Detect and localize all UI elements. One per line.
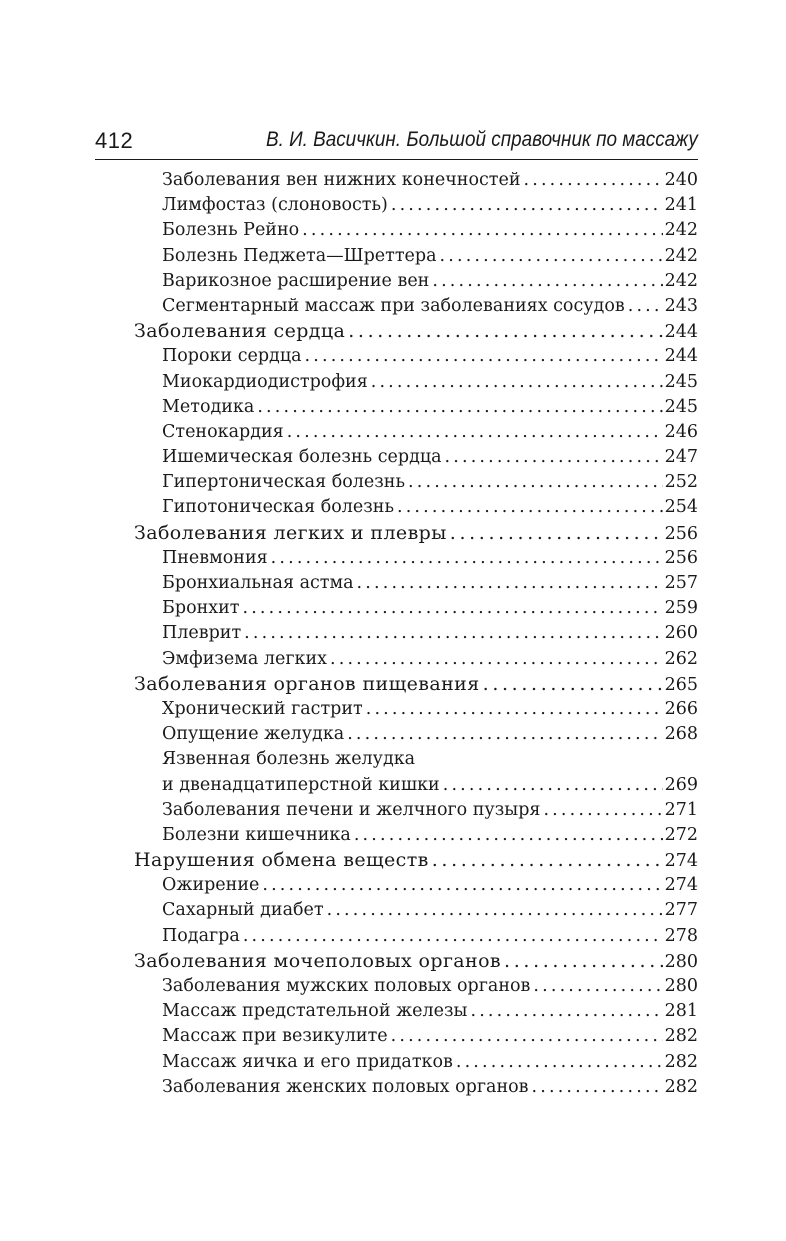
toc-entry-title: Заболевания сердца <box>134 320 346 343</box>
toc-entry-page: 280 <box>664 951 698 972</box>
toc-entry-page: 282 <box>664 1026 698 1047</box>
toc-entry-title: Бронхиальная астма <box>162 573 354 593</box>
toc-entry-title: Пороки сердца <box>162 346 302 367</box>
toc-entry-title: Заболевания легких и плевры <box>134 521 447 544</box>
toc-subsection-entry <box>0 596 698 621</box>
header-rule <box>95 159 698 160</box>
toc-entry-page: 241 <box>664 195 698 216</box>
toc-subsection-entry <box>0 747 698 772</box>
toc-subsection-entry <box>0 370 698 395</box>
toc-subsection-entry <box>0 999 698 1024</box>
toc-leader-dots <box>628 294 663 319</box>
toc-entry-page: 246 <box>664 421 698 442</box>
toc-entry-page: 282 <box>664 1051 698 1072</box>
toc-subsection-entry <box>0 1075 698 1100</box>
toc-entry-title: Пневмония <box>162 547 268 568</box>
toc-entry-page: 257 <box>664 573 698 593</box>
toc-entry-page: 274 <box>664 851 698 872</box>
toc-entry-title: Миокардиодистрофия <box>162 371 368 392</box>
toc-leader-dots <box>327 898 663 923</box>
toc-leader-dots <box>440 244 663 269</box>
toc-subsection-entry <box>0 445 698 470</box>
toc-entry-title: Заболевания женских половых органов <box>162 1076 529 1097</box>
toc-leader-dots <box>366 697 663 722</box>
toc-subsection-entry <box>0 269 698 294</box>
page-number: 412 <box>95 128 134 153</box>
toc-entry-page: 260 <box>664 623 698 644</box>
toc-section-entry <box>0 319 698 344</box>
toc-entry-page: 262 <box>664 648 698 669</box>
toc-leader-dots <box>257 395 662 420</box>
toc-entry-title: Подагра <box>162 925 240 946</box>
toc-subsection-entry <box>0 798 698 823</box>
toc-subsection-entry <box>0 395 698 420</box>
toc-subsection-entry <box>0 546 698 571</box>
toc-leader-dots <box>524 168 663 193</box>
toc-leader-dots <box>432 269 662 294</box>
toc-entry-title: Болезнь Рейно <box>162 220 300 241</box>
toc-subsection-entry <box>0 294 698 319</box>
toc-entry-title: Стенокардия <box>162 421 284 442</box>
toc-subsection-entry <box>0 898 698 923</box>
toc-subsection-entry <box>0 470 698 495</box>
toc-leader-dots <box>391 1024 663 1049</box>
toc-entry-title: Массаж яичка и его придатков <box>162 1051 453 1072</box>
toc-entry-title: Гипотоническая болезнь <box>162 497 394 518</box>
toc-leader-dots <box>244 621 662 646</box>
toc-leader-dots <box>354 823 663 848</box>
toc-leader-dots <box>243 924 663 949</box>
toc-subsection-entry <box>0 974 698 999</box>
toc-entry-page: 259 <box>664 598 698 619</box>
toc-leader-dots <box>371 370 663 395</box>
toc-entry-page: 265 <box>664 674 698 695</box>
toc-subsection-entry <box>0 218 698 243</box>
toc-leader-dots <box>330 647 663 672</box>
toc-leader-dots <box>302 218 662 243</box>
toc-entry-page: 266 <box>664 698 698 719</box>
toc-section-entry <box>0 521 698 546</box>
running-title: В. И. Васичкин. Большой справочник по массажу <box>266 128 698 151</box>
toc-subsection-entry <box>0 722 698 747</box>
toc-leader-dots <box>432 848 663 873</box>
toc-leader-dots <box>445 445 663 470</box>
toc-entry-page: 277 <box>664 900 698 921</box>
toc-entry-title: Ишемическая болезнь сердца <box>162 447 442 468</box>
toc-entry-page: 242 <box>664 270 698 291</box>
toc-entry-title: Заболевания мочеполовых органов <box>134 949 502 972</box>
toc-subsection-entry <box>0 495 698 520</box>
toc-entry-page: 256 <box>664 547 698 568</box>
toc-subsection-entry <box>0 924 698 949</box>
toc-section-entry <box>0 949 698 974</box>
toc-entry-title: Болезни кишечника <box>162 824 351 845</box>
toc-entry-title: Варикозное расширение вен <box>162 270 430 291</box>
toc-entry-page: 281 <box>664 1001 698 1022</box>
toc-subsection-entry <box>0 344 698 369</box>
toc-leader-dots <box>357 571 663 596</box>
toc-leader-dots <box>450 521 663 546</box>
toc-leader-dots <box>391 193 663 218</box>
toc-entry-page: 242 <box>664 245 698 266</box>
toc-entry-title: Плеврит <box>162 623 242 644</box>
toc-entry-page: 245 <box>664 371 698 392</box>
toc-leader-dots <box>287 420 663 445</box>
toc-entry-title: Заболевания вен нижних конечностей <box>162 170 521 190</box>
toc-entry-title: Ожирение <box>162 875 260 896</box>
toc-entry-page: 272 <box>664 824 698 845</box>
toc-leader-dots <box>408 470 663 495</box>
toc-entry-title: Хронический гастрит <box>162 698 363 719</box>
toc-entry-page: 254 <box>664 497 698 518</box>
toc-entry-title: Методика <box>162 396 255 417</box>
toc-entry-page: 269 <box>664 774 698 795</box>
toc-entry-page: 242 <box>664 220 698 241</box>
toc-leader-dots <box>533 974 662 999</box>
toc-subsection-entry <box>0 621 698 646</box>
toc-entry-page: 244 <box>664 322 698 343</box>
toc-leader-dots <box>456 1050 663 1075</box>
toc-section-entry <box>0 848 698 873</box>
toc-leader-dots <box>397 495 663 520</box>
toc-entry-page: 278 <box>664 925 698 946</box>
toc-leader-dots <box>483 672 663 697</box>
toc-entry-title: Опущение желудка <box>162 724 345 745</box>
toc-subsection-entry <box>0 193 698 218</box>
toc-entry-title: Болезнь Педжета—Шреттера <box>162 245 437 266</box>
toc-section-entry <box>0 672 698 697</box>
toc-entry-title: Массаж при везикулите <box>162 1026 388 1047</box>
toc-entry-title: Сахарный диабет <box>162 900 324 921</box>
toc-leader-dots <box>271 546 663 571</box>
toc-entry-title: Лимфостаз (слоновость) <box>162 195 388 216</box>
toc-leader-dots <box>532 1075 663 1100</box>
toc-entry-title: Массаж предстательной железы <box>162 1001 468 1022</box>
table-of-contents <box>0 168 786 1100</box>
toc-subsection-entry <box>0 773 698 798</box>
toc-subsection-entry <box>0 823 698 848</box>
toc-entry-page: 247 <box>664 447 698 468</box>
toc-entry-title: Язвенная болезнь желудка <box>162 749 416 770</box>
toc-subsection-entry <box>0 647 698 672</box>
toc-leader-dots <box>543 798 662 823</box>
toc-entry-page: 274 <box>664 875 698 896</box>
toc-entry-page: 244 <box>664 346 698 367</box>
toc-subsection-entry <box>0 873 698 898</box>
toc-subsection-entry <box>0 571 698 596</box>
toc-leader-dots <box>504 949 663 974</box>
toc-subsection-entry <box>0 420 698 445</box>
toc-entry-title: Нарушения обмена веществ <box>134 849 429 872</box>
toc-leader-dots <box>348 319 662 344</box>
toc-entry-title: Заболевания мужских половых органов <box>162 976 531 996</box>
toc-subsection-entry <box>0 697 698 722</box>
toc-subsection-entry <box>0 1050 698 1075</box>
toc-entry-title: Гипертоническая болезнь <box>162 472 406 493</box>
toc-entry-page: 271 <box>664 799 698 820</box>
toc-leader-dots <box>305 344 663 369</box>
toc-entry-title: Сегментарный массаж при заболеваниях сосудов <box>162 295 625 316</box>
toc-entry-title: и двенадцатиперстной кишки <box>162 774 440 795</box>
toc-subsection-entry <box>0 1024 698 1049</box>
toc-leader-dots <box>262 873 662 898</box>
toc-entry-title: Заболевания печени и желчного пузыря <box>162 799 541 820</box>
toc-entry-page: 243 <box>664 295 698 316</box>
toc-leader-dots <box>242 596 662 621</box>
toc-entry-page: 280 <box>664 976 698 996</box>
toc-subsection-entry <box>0 168 698 193</box>
toc-entry-title: Эмфизема легких <box>162 648 327 669</box>
toc-subsection-entry <box>0 244 698 269</box>
toc-entry-title: Заболевания органов пищевания <box>134 672 480 695</box>
toc-entry-page: 252 <box>664 472 698 493</box>
page-header <box>95 126 698 160</box>
toc-leader-dots <box>470 999 662 1024</box>
toc-entry-page: 282 <box>664 1076 698 1097</box>
toc-entry-page: 256 <box>664 523 698 544</box>
toc-entry-title: Бронхит <box>162 598 240 619</box>
toc-entry-page: 268 <box>664 724 698 745</box>
toc-leader-dots <box>347 722 662 747</box>
toc-entry-page: 240 <box>664 170 698 190</box>
toc-entry-page: 245 <box>664 396 698 417</box>
toc-leader-dots <box>443 773 663 798</box>
